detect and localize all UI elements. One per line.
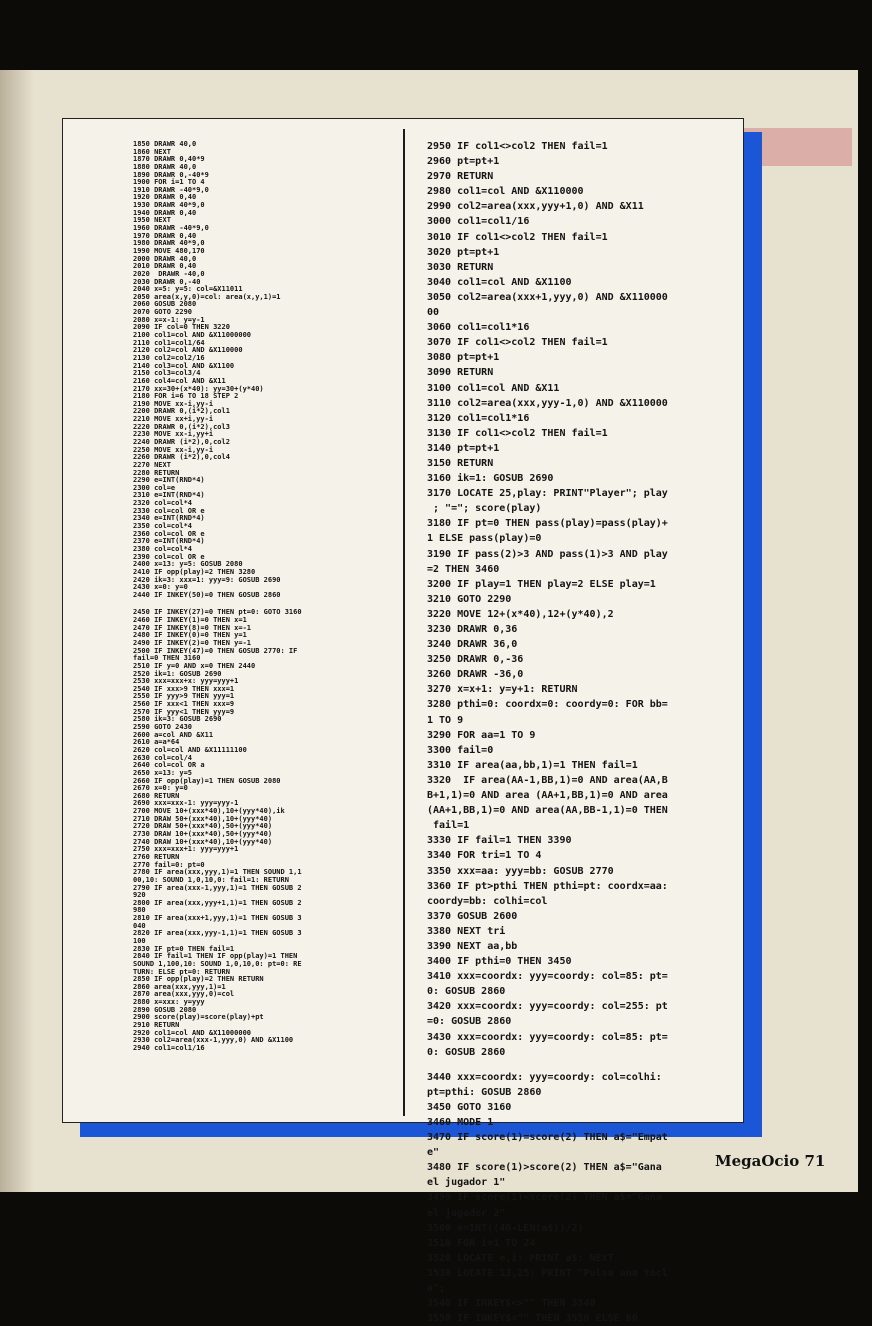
code-line: 2170 xx=30+(x*40): yy=30+(y*40) [133,384,264,393]
code-line: 2770 fail=0: pt=0 [133,860,205,869]
page-number: MegaOcio 71 [715,1152,826,1170]
code-line: 2290 e=INT(RND*4) [133,476,205,485]
magazine-page [0,70,858,1325]
code-line: 3230 DRAWR 0,36 [427,624,518,635]
code-line: 3360 IF pt>pthi THEN pthi=pt: coordx=aa: [427,880,668,892]
code-line: 1900 FOR i=1 TO 4 [133,178,205,187]
code-line: 2610 a=a*64 [133,738,180,747]
code-line: ; "="; score(play) [427,503,542,515]
code-line: 1850 DRAWR 40,0 [133,140,197,148]
code-line: 3050 col2=area(xxx+1,yyy,0) AND &X110000 [427,291,668,303]
code-line: 2080 x=x-1: y=y-1 [133,315,205,324]
code-line: 2910 RETURN [133,1021,180,1030]
listing-column-left [133,141,399,1053]
code-line: 3490 IF score(1)<score(2) THEN a$="Gana [427,1192,662,1204]
code-line: 2480 IF INKEY(0)=0 THEN y=1 [133,631,247,640]
code-line: 2540 IF xxx>9 THEN xxx=1 [133,684,235,693]
code-line: 2620 col=col AND &X11111100 [133,745,247,754]
code-line: 2850 IF opp(play)=2 THEN RETURN [133,975,264,984]
code-line: e" [427,1147,440,1159]
code-line: fail=0 THEN 3160 [133,654,201,663]
code-line: el jugador 2" [427,1207,506,1219]
code-line: 0: GOSUB 2860 [427,1046,506,1058]
code-line: 2400 x=13: y=5: GOSUB 2080 [133,560,243,569]
code-line: 3010 IF col1<>col2 THEN fail=1 [427,231,608,243]
code-line [427,1060,743,1070]
code-line: 2230 MOVE xx-i,yy+i [133,430,214,439]
listing-box [62,118,744,1325]
code-line: 1970 DRAWR 0,40 [133,231,197,240]
code-line: 3510 FOR i=1 TO 24 [427,1237,536,1249]
code-line: 2310 e=INT(RND*4) [133,491,205,500]
code-line: coordy=bb: colhi=col [427,895,548,907]
code-line: 2250 MOVE xx-i,yy-i [133,445,214,454]
code-line: 2810 IF area(xxx+1,yyy,1)=1 THEN GOSUB 3 [133,914,302,923]
code-line: 3470 IF score(1)=score(2) THEN a$="Empat [427,1132,668,1144]
code-line: 3190 IF pass(2)>3 AND pass(1)>3 AND play [427,548,668,560]
code-line: 2210 MOVE xx+i,yy-i [133,415,214,424]
code-line: 2350 col=col*4 [133,522,193,531]
code-line: 3240 DRAWR 36,0 [427,639,518,651]
code-line: 2430 x=0: y=0 [133,583,188,592]
code-line: 1950 NEXT [133,216,171,225]
code-line: pt=pthi: GOSUB 2860 [427,1086,542,1098]
code-line: 2730 DRAW 10+(xxx*40),50+(yyy*40) [133,830,273,839]
code-line: 2520 ik=1: GOSUB 2690 [133,669,222,678]
code-line: 2900 score(play)=score(play)+pt [133,1013,264,1022]
code-line: 3310 IF area(aa,bb,1)=1 THEN fail=1 [427,759,638,771]
code-line: 1990 MOVE 480,170 [133,246,205,255]
code-line: 3170 LOCATE 25,play: PRINT"Player"; play [427,488,668,500]
code-line: 3260 DRAWR -36,0 [427,669,524,681]
code-line: 2670 x=0: y=0 [133,784,188,793]
code-line: 2460 IF INKEY(1)=0 THEN x=1 [133,616,247,625]
code-line: fail=1 [427,820,470,832]
code-line: 2280 RETURN [133,468,180,477]
code-line: 2960 pt=pt+1 [427,156,500,168]
code-line: 2510 IF y=0 AND x=0 THEN 2440 [133,661,256,670]
code-line: SOUND 1,100,10: SOUND 1,0,10,0: pt=0: RE [133,959,302,968]
code-line: 2330 col=col OR e [133,506,205,515]
code-line: 1910 DRAWR -40*9,0 [133,185,209,194]
code-line: 3250 DRAWR 0,-36 [427,654,524,666]
code-line: 3140 pt=pt+1 [427,442,500,454]
code-line: 2950 IF col1<>col2 THEN fail=1 [427,141,608,152]
code-line: 2390 col=col OR e [133,552,205,561]
code-line: 2320 col=col*4 [133,499,193,508]
code-line: 3380 NEXT tri [427,925,506,937]
code-line: 1870 DRAWR 0,40*9 [133,155,205,164]
code-line: 2570 IF yyy<1 THEN yyy=9 [133,707,235,716]
code-line: 2010 DRAWR 0,40 [133,262,197,271]
code-line: 2870 area(xxx,yyy,0)=col [133,990,235,999]
code-line: 00 [427,307,440,319]
code-line: 3110 col2=area(xxx,yyy-1,0) AND &X110000 [427,397,668,409]
code-line: 3410 xxx=coordx: yyy=coordy: col=85: pt= [427,971,668,983]
code-line: 2860 area(xxx,yyy,1)=1 [133,982,226,991]
code-line: 3150 RETURN [427,457,494,469]
code-line: 2700 MOVE 10+(xxx*40),10+(yyy*40),ik [133,807,285,816]
code-line: 2090 IF col=0 THEN 3220 [133,323,230,332]
code-line: 2470 IF INKEY(8)=0 THEN x=-1 [133,623,252,632]
code-line: 2440 IF INKEY(50)=0 THEN GOSUB 2860 [133,590,281,599]
code-line: 3020 pt=pt+1 [427,246,500,258]
code-line: 2050 area(x,y,0)=col: area(x,y,1)=1 [133,292,281,301]
code-line: 1940 DRAWR 0,40 [133,208,197,217]
code-line: =0: GOSUB 2860 [427,1016,512,1028]
code-line: 2180 FOR i=6 TO 18 STEP 2 [133,392,239,401]
code-line: 2370 e=INT(RND*4) [133,537,205,546]
code-line: 2300 col=e [133,483,176,492]
code-line: 2990 col2=area(xxx,yyy+1,0) AND &X11 [427,201,644,213]
code-line: 2410 IF opp(play)=2 THEN 3280 [133,567,256,576]
code-line: 2070 GOTO 2290 [133,308,193,317]
code-line: 3430 xxx=coordx: yyy=coordy: col=85: pt= [427,1031,668,1043]
code-line: 2760 RETURN [133,852,180,861]
code-line: 1 ELSE pass(play)=0 [427,533,542,545]
code-line: 3130 IF col1<>col2 THEN fail=1 [427,427,608,439]
code-line: 2970 RETURN [427,171,494,183]
code-line: 2800 IF area(xxx,yyy+1,1)=1 THEN GOSUB 2 [133,898,302,907]
code-line: 2980 col1=col AND &X110000 [427,186,584,198]
code-line: 3500 e=INT((40-LEN(a$))/2) [427,1222,584,1234]
code-line: 2580 ik=3: GOSUB 2690 [133,715,222,724]
code-line: 3320 IF area(AA-1,BB,1)=0 AND area(AA,B [427,774,668,786]
listing-column-right [427,139,743,1326]
code-line: 2450 IF INKEY(27)=0 THEN pt=0: GOTO 3160 [133,608,302,617]
code-line: 3060 col1=col1*16 [427,322,530,334]
code-line: 2530 xxx=xxx+x: yyy=yyy+1 [133,677,239,686]
code-line: 3180 IF pt=0 THEN pass(play)=pass(play)+ [427,518,668,530]
code-line: 2120 col2=col AND &X110000 [133,346,243,355]
code-line: 1880 DRAWR 40,0 [133,162,197,171]
code-line: 3330 IF fail=1 THEN 3390 [427,835,572,847]
column-divider [403,129,405,1116]
code-line: 3450 GOTO 3160 [427,1101,512,1113]
code-line: 980 [133,906,146,915]
code-line: 2790 IF area(xxx-1,yyy,1)=1 THEN GOSUB 2 [133,883,302,892]
code-line: 0: GOSUB 2860 [427,986,506,998]
code-line: 3040 col1=col AND &X1100 [427,276,572,288]
code-line: 3540 IF INKEY$<>"" THEN 3540 [427,1298,596,1310]
code-line: 3280 pthi=0: coordx=0: coordy=0: FOR bb= [427,699,668,711]
code-line: 2030 DRAWR 0,-40 [133,277,201,286]
code-line: 040 [133,921,146,930]
code-line: 2200 DRAWR 0,(i*2),col1 [133,407,230,416]
code-line: 2550 IF yyy>9 THEN yyy=1 [133,692,235,701]
code-line: 1 TO 9 [427,714,464,726]
code-line: 2140 col3=col AND &X1100 [133,361,235,370]
code-line: 2500 IF INKEY(47)=0 THEN GOSUB 2770: IF [133,646,298,655]
code-line: 2020 DRAWR -40,0 [133,269,205,278]
code-line: 2630 col=col/4 [133,753,193,762]
code-line: a"; [427,1283,446,1295]
code-line: 2420 ik=3: xxx=1: yyy=9: GOSUB 2690 [133,575,281,584]
code-line: 2940 col1=col1/16 [133,1043,205,1052]
code-line: 2380 col=col*4 [133,544,193,553]
code-line: (AA+1,BB,1)=0 AND area(AA,BB-1,1)=0 THEN [427,805,668,817]
code-line: 3000 col1=col1/16 [427,216,530,228]
code-line: 3100 col1=col AND &X11 [427,382,560,394]
code-line: 3480 IF score(1)>score(2) THEN a$="Gana [427,1162,662,1174]
code-line: 2600 a=col AND &X11 [133,730,214,739]
code-line: 2160 col4=col AND &X11 [133,376,226,385]
code-line: 2830 IF pt=0 THEN fail=1 [133,944,235,953]
code-line: 3390 NEXT aa,bb [427,940,518,952]
page-gutter-shadow [0,70,34,1192]
code-line: 2740 DRAW 10+(xxx*40),10+(yyy*40) [133,837,273,846]
code-line: TURN: ELSE pt=0: RETURN [133,967,230,976]
code-line: 2220 DRAWR 0,(i*2),col3 [133,422,230,431]
code-line: 2110 col1=col1/64 [133,338,205,347]
code-line: B+1,1)=0 AND area (AA+1,BB,1)=0 AND area [427,790,668,802]
code-line: 3220 MOVE 12+(x*40),12+(y*40),2 [427,608,614,620]
code-line: 3350 xxx=aa: yyy=bb: GOSUB 2770 [427,865,614,877]
code-line: 2680 RETURN [133,791,180,800]
code-line: 2240 DRAWR (i*2),0,col2 [133,437,230,446]
code-line: 100 [133,936,146,945]
code-line: 1960 DRAWR -40*9,0 [133,224,209,233]
code-line: 2260 DRAWR (i*2),0,col4 [133,453,230,462]
code-line: 3270 x=x+1: y=y+1: RETURN [427,684,578,696]
code-line: 2930 col2=area(xxx-1,yyy,0) AND &X1100 [133,1036,294,1045]
code-line: 2150 col3=col3/4 [133,369,201,378]
code-line: 3290 FOR aa=1 TO 9 [427,729,536,741]
code-line: 3090 RETURN [427,367,494,379]
code-line: 2690 xxx=xxx-1: yyy=yyy-1 [133,799,239,808]
code-line: 2100 col1=col AND &X11000000 [133,331,252,340]
code-line: 3530 LOCATE 13,25: PRINT "Pulsa una tecl [427,1267,668,1279]
code-line: 3420 xxx=coordx: yyy=coordy: col=255: pt [427,1001,668,1013]
code-line: 1930 DRAWR 40*9,0 [133,201,205,210]
code-line: 2040 x=5: y=5: col=&X11011 [133,285,243,294]
code-line: 2920 col1=col AND &X11000000 [133,1028,252,1037]
code-line: 3300 fail=0 [427,744,494,756]
code-line: el jugador 1" [427,1177,506,1189]
code-line: 920 [133,891,146,900]
code-line: 2890 GOSUB 2080 [133,1005,197,1014]
code-line: 1980 DRAWR 40*9,0 [133,239,205,248]
code-line: 2000 DRAWR 40,0 [133,254,197,263]
code-line: 1920 DRAWR 0,40 [133,193,197,202]
code-line: 2590 GOTO 2430 [133,723,193,732]
code-line: 3440 xxx=coordx: yyy=coordy: col=colhi: [427,1071,662,1083]
code-line: 2720 DRAW 50+(xxx*40),50+(yyy*40) [133,822,273,831]
code-line: 2060 GOSUB 2080 [133,300,197,309]
code-line: 3120 col1=col1*16 [427,412,530,424]
code-line: 2750 xxx=xxx+1: yyy=yyy+1 [133,845,239,854]
code-line: 3200 IF play=1 THEN play=2 ELSE play=1 [427,578,656,590]
code-line: 2190 MOVE xx-i,yy-i [133,399,214,408]
code-line: 3400 IF pthi=0 THEN 3450 [427,956,572,968]
code-line: 3160 ik=1: GOSUB 2690 [427,473,554,485]
code-line: 2490 IF INKEY(2)=0 THEN y=-1 [133,639,252,647]
code-line: 2340 e=INT(RND*4) [133,514,205,523]
code-line: 3370 GOSUB 2600 [427,910,518,922]
code-line: 2560 IF xxx<1 THEN xxx=9 [133,700,235,709]
code-line: 2360 col=col OR e [133,529,205,538]
code-line: 3520 LOCATE e,i: PRINT a$: NEXT [427,1252,614,1264]
code-line: 3080 pt=pt+1 [427,352,500,364]
code-line: 2640 col=col OR a [133,761,205,770]
code-line: 3030 RETURN [427,261,494,273]
code-line: 2820 IF area(xxx,yyy-1,1)=1 THEN GOSUB 3 [133,929,302,938]
code-line: 2880 x=xxx: y=yyy [133,998,205,1007]
code-line: 2270 NEXT [133,460,171,469]
code-line: 2780 IF area(xxx,yyy,1)=1 THEN SOUND 1,1 [133,868,302,877]
code-line: 3070 IF col1<>col2 THEN fail=1 [427,337,608,349]
code-line: 3550 IF INKEY$="" THEN 3550 ELSE 80 [427,1313,638,1325]
code-line: 2650 x=13: y=5 [133,768,193,777]
code-line: 2710 DRAW 50+(xxx*40),10+(yyy*40) [133,814,273,823]
code-line: 3340 FOR tri=1 TO 4 [427,850,542,862]
code-line: 2840 IF fail=1 THEN IF opp(play)=1 THEN [133,952,298,961]
code-line: 2130 col2=col2/16 [133,353,205,362]
code-line: 3460 MODE 1 [427,1117,494,1128]
code-line: 1860 NEXT [133,147,171,156]
code-line: 3210 GOTO 2290 [427,593,512,605]
code-line: =2 THEN 3460 [427,563,500,575]
code-line: 1890 DRAWR 0,-40*9 [133,170,209,179]
code-line: 2660 IF opp(play)=1 THEN GOSUB 2080 [133,776,281,785]
code-line: 00,10: SOUND 1,0,10,0: fail=1: RETURN [133,875,289,884]
